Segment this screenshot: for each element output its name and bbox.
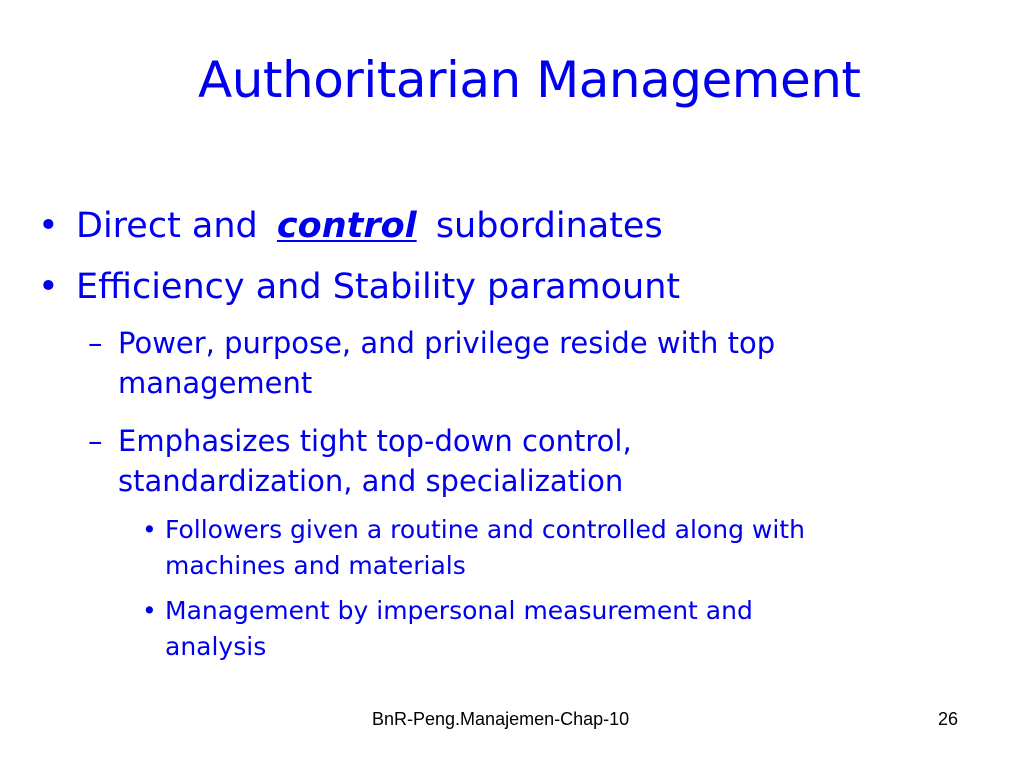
slide-title: Authoritarian Management: [198, 51, 861, 109]
footer-text: BnR-Peng.Manajemen-Chap-10: [372, 709, 630, 729]
item-followers-line1: Followers given a routine and controlled along with: [165, 515, 805, 544]
sub-bullet-emphasizes-line1: Emphasizes tight top-down control,: [118, 424, 632, 458]
sub-bullet-marker: –: [88, 424, 103, 458]
item-management-line1: Management by impersonal measurement and: [165, 596, 753, 625]
emphasized-word: control: [276, 206, 417, 246]
page-number: 26: [938, 709, 959, 729]
bullet-marker: •: [38, 267, 59, 307]
bullet-efficiency: Efficiency and Stability paramount: [76, 267, 681, 307]
sub-sub-bullet-marker: •: [142, 596, 157, 625]
bullet-marker: •: [38, 206, 59, 246]
sub-sub-bullet-marker: •: [142, 515, 157, 544]
bullet-direct-control: [76, 204, 663, 248]
item-management-line2: analysis: [165, 632, 267, 661]
item-followers-line2: machines and materials: [165, 551, 466, 580]
bullet-text-post: subordinates: [435, 206, 663, 246]
bullet-text-pre: Direct and: [76, 206, 258, 246]
sub-bullet-emphasizes-line2: standardization, and specialization: [118, 464, 624, 498]
sub-bullet-marker: –: [88, 326, 103, 360]
sub-bullet-power-line2: management: [118, 366, 313, 400]
sub-bullet-power-line1: Power, purpose, and privilege reside with top: [118, 326, 776, 360]
